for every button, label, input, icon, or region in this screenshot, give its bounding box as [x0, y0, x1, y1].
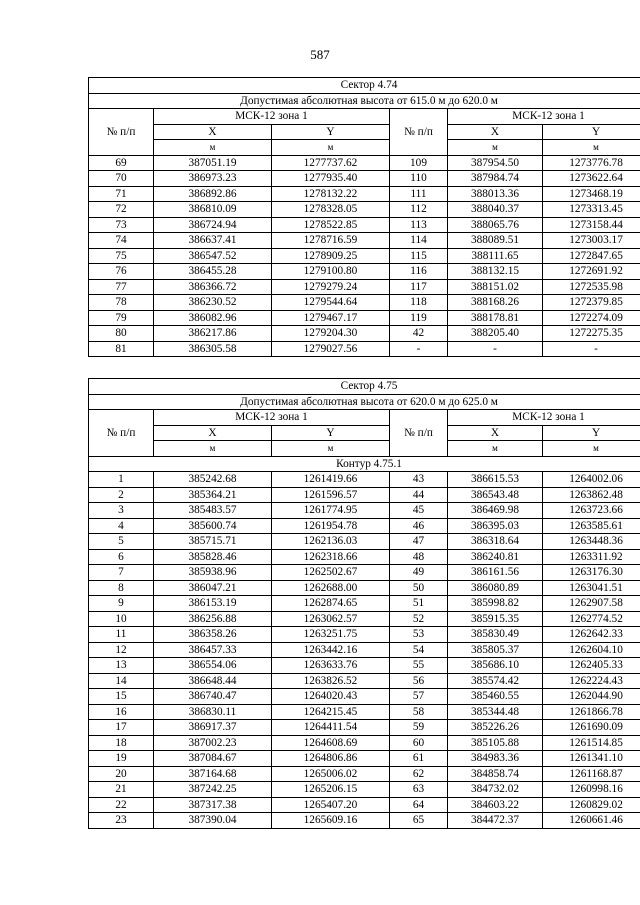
- cell-y-left: 1278909.25: [272, 248, 390, 264]
- cell-y-left: 1264215.45: [272, 704, 390, 720]
- cell-np-right: 60: [390, 735, 448, 751]
- cell-np-right: 49: [390, 565, 448, 581]
- cell-x-left: 386256.88: [154, 611, 272, 627]
- table-row: [89, 310, 640, 326]
- cell-np-left: 20: [89, 766, 154, 782]
- cell-x-left: 386637.41: [154, 233, 272, 249]
- cell-np-right: 56: [390, 673, 448, 689]
- cell-y-right: 1263448.36: [543, 534, 640, 550]
- cell-np-left: 5: [89, 534, 154, 550]
- y-header-right: Y: [543, 425, 640, 441]
- cell-x-right: 385998.82: [448, 596, 543, 612]
- cell-x-right: 386080.89: [448, 580, 543, 596]
- cell-x-right: 388065.76: [448, 217, 543, 233]
- cell-y-left: 1263442.16: [272, 642, 390, 658]
- table-row: [89, 720, 640, 736]
- cell-y-right: 1273622.64: [543, 171, 640, 187]
- cell-x-left: 387002.23: [154, 735, 272, 751]
- cell-np-right: 47: [390, 534, 448, 550]
- cell-np-right: 115: [390, 248, 448, 264]
- cell-x-right: 385686.10: [448, 658, 543, 674]
- cell-y-left: 1278716.59: [272, 233, 390, 249]
- table-row: [89, 295, 640, 311]
- cell-y-right: 1272275.35: [543, 326, 640, 342]
- cell-y-left: 1279544.64: [272, 295, 390, 311]
- cell-x-left: 386973.23: [154, 171, 272, 187]
- cell-x-right: 385805.37: [448, 642, 543, 658]
- cell-x-right: 388178.81: [448, 310, 543, 326]
- coordinate-system-right: МСК-12 зона 1: [448, 410, 640, 426]
- cell-np-left: 75: [89, 248, 154, 264]
- cell-y-right: 1262224.43: [543, 673, 640, 689]
- cell-y-left: 1265407.20: [272, 797, 390, 813]
- cell-x-left: 387317.38: [154, 797, 272, 813]
- table-row: [89, 813, 640, 829]
- cell-np-right: 59: [390, 720, 448, 736]
- cell-x-left: 386217.86: [154, 326, 272, 342]
- cell-x-right: -: [448, 341, 543, 357]
- cell-y-right: 1262044.90: [543, 689, 640, 705]
- x-header-left: X: [154, 425, 272, 441]
- cell-x-right: 385226.26: [448, 720, 543, 736]
- table-row: [89, 735, 640, 751]
- cell-y-left: 1277935.40: [272, 171, 390, 187]
- cell-y-right: 1261866.78: [543, 704, 640, 720]
- unit-y-left: м: [272, 441, 390, 457]
- cell-y-right: 1261341.10: [543, 751, 640, 767]
- cell-np-left: 8: [89, 580, 154, 596]
- cell-y-left: 1279204.30: [272, 326, 390, 342]
- cell-y-left: 1264411.54: [272, 720, 390, 736]
- cell-y-right: 1261690.09: [543, 720, 640, 736]
- cell-np-left: 74: [89, 233, 154, 249]
- cell-y-right: 1272274.09: [543, 310, 640, 326]
- cell-y-left: 1262502.67: [272, 565, 390, 581]
- cell-x-left: 385828.46: [154, 549, 272, 565]
- cell-x-right: 388040.37: [448, 202, 543, 218]
- cell-x-right: 384732.02: [448, 782, 543, 798]
- cell-np-right: 119: [390, 310, 448, 326]
- sector-row: [89, 78, 640, 94]
- table-row: [89, 186, 640, 202]
- cell-x-left: 385483.57: [154, 503, 272, 519]
- cell-x-right: 388205.40: [448, 326, 543, 342]
- cell-y-left: 1265609.16: [272, 813, 390, 829]
- cell-np-right: 58: [390, 704, 448, 720]
- x-header-right: X: [448, 425, 543, 441]
- cell-y-left: 1264608.69: [272, 735, 390, 751]
- cell-y-right: 1262907.58: [543, 596, 640, 612]
- cell-y-right: 1273468.19: [543, 186, 640, 202]
- cell-np-right: 43: [390, 472, 448, 488]
- cell-x-right: 386395.03: [448, 518, 543, 534]
- cell-y-left: 1263826.52: [272, 673, 390, 689]
- cell-np-left: 23: [89, 813, 154, 829]
- cell-x-left: 385938.96: [154, 565, 272, 581]
- cell-x-right: 388151.02: [448, 279, 543, 295]
- table-row: [89, 782, 640, 798]
- cell-np-right: 65: [390, 813, 448, 829]
- table-row: [89, 503, 640, 519]
- cell-np-right: 110: [390, 171, 448, 187]
- cell-y-right: 1263311.92: [543, 549, 640, 565]
- cell-np-left: 4: [89, 518, 154, 534]
- np-header-left: № п/п: [89, 410, 154, 457]
- cell-x-right: 386469.98: [448, 503, 543, 519]
- cell-y-right: 1273776.78: [543, 155, 640, 171]
- cell-y-left: 1279100.80: [272, 264, 390, 280]
- cell-np-left: 1: [89, 472, 154, 488]
- table-row: [89, 171, 640, 187]
- cell-x-left: 387051.19: [154, 155, 272, 171]
- table-row: [89, 248, 640, 264]
- cell-x-right: 386240.81: [448, 549, 543, 565]
- cell-y-right: 1262604.10: [543, 642, 640, 658]
- x-header-left: X: [154, 124, 272, 140]
- x-header-right: X: [448, 124, 543, 140]
- cell-y-right: 1273003.17: [543, 233, 640, 249]
- sector-title: Сектор 4.74: [89, 78, 640, 94]
- table-row: [89, 642, 640, 658]
- axis-header-row: [89, 124, 640, 140]
- table-row: [89, 518, 640, 534]
- cell-x-left: 387390.04: [154, 813, 272, 829]
- coordinate-system-right: МСК-12 зона 1: [448, 109, 640, 125]
- cell-y-left: 1265206.15: [272, 782, 390, 798]
- table-row: [89, 704, 640, 720]
- cell-np-right: 46: [390, 518, 448, 534]
- cell-y-right: 1263585.61: [543, 518, 640, 534]
- cell-np-left: 21: [89, 782, 154, 798]
- cell-np-right: 64: [390, 797, 448, 813]
- cell-np-left: 76: [89, 264, 154, 280]
- cell-np-left: 19: [89, 751, 154, 767]
- cell-x-right: 384858.74: [448, 766, 543, 782]
- table-row: [89, 673, 640, 689]
- cell-np-left: 18: [89, 735, 154, 751]
- cell-x-right: 385574.42: [448, 673, 543, 689]
- unit-y-right: м: [543, 140, 640, 156]
- cell-x-left: 387242.25: [154, 782, 272, 798]
- cell-y-left: 1264806.86: [272, 751, 390, 767]
- page-number: 587: [310, 47, 330, 62]
- cell-np-left: 69: [89, 155, 154, 171]
- cell-x-left: 386724.94: [154, 217, 272, 233]
- cell-x-left: 386153.19: [154, 596, 272, 612]
- height-limit-text: Допустимая абсолютная высота от 620.0 м до 625.0 м: [89, 394, 640, 410]
- cell-y-left: 1261419.66: [272, 472, 390, 488]
- cell-x-left: 386810.09: [154, 202, 272, 218]
- cell-y-right: 1272847.65: [543, 248, 640, 264]
- cell-y-left: 1261954.78: [272, 518, 390, 534]
- np-header-right: № п/п: [390, 410, 448, 457]
- cell-np-left: 79: [89, 310, 154, 326]
- cell-y-right: 1260661.46: [543, 813, 640, 829]
- cell-np-right: 112: [390, 202, 448, 218]
- coordinates-table-sector-4-75: [88, 378, 640, 829]
- contour-row: [89, 456, 640, 472]
- cell-np-left: 80: [89, 326, 154, 342]
- cell-np-left: 2: [89, 487, 154, 503]
- np-header-left: № п/п: [89, 109, 154, 156]
- cell-np-right: 48: [390, 549, 448, 565]
- cell-x-left: 386047.21: [154, 580, 272, 596]
- cell-np-right: 116: [390, 264, 448, 280]
- cell-x-right: 385105.88: [448, 735, 543, 751]
- cell-np-left: 12: [89, 642, 154, 658]
- cell-np-right: 113: [390, 217, 448, 233]
- system-header-row: [89, 109, 640, 125]
- table-row: [89, 611, 640, 627]
- table-row: [89, 341, 640, 357]
- cell-np-right: 109: [390, 155, 448, 171]
- table-row: [89, 627, 640, 643]
- cell-y-left: 1262136.03: [272, 534, 390, 550]
- cell-x-left: 386230.52: [154, 295, 272, 311]
- cell-np-right: 63: [390, 782, 448, 798]
- cell-y-right: 1262774.52: [543, 611, 640, 627]
- cell-x-left: 386457.33: [154, 642, 272, 658]
- cell-x-left: 386082.96: [154, 310, 272, 326]
- cell-y-left: 1279027.56: [272, 341, 390, 357]
- cell-y-left: 1263633.76: [272, 658, 390, 674]
- cell-y-right: 1263041.51: [543, 580, 640, 596]
- table-row: [89, 766, 640, 782]
- system-header-row: [89, 410, 640, 426]
- cell-np-right: 53: [390, 627, 448, 643]
- cell-np-left: 14: [89, 673, 154, 689]
- unit-y-left: м: [272, 140, 390, 156]
- cell-np-left: 17: [89, 720, 154, 736]
- cell-np-right: 117: [390, 279, 448, 295]
- cell-np-right: -: [390, 341, 448, 357]
- cell-y-left: 1278328.05: [272, 202, 390, 218]
- cell-np-right: 114: [390, 233, 448, 249]
- table-row: [89, 202, 640, 218]
- height-row: [89, 93, 640, 109]
- cell-x-right: 385344.48: [448, 704, 543, 720]
- sector-row: [89, 379, 640, 395]
- cell-y-right: 1260829.02: [543, 797, 640, 813]
- cell-np-left: 10: [89, 611, 154, 627]
- cell-x-right: 386615.53: [448, 472, 543, 488]
- cell-y-right: 1261168.87: [543, 766, 640, 782]
- cell-x-left: 386455.28: [154, 264, 272, 280]
- cell-x-right: 386318.64: [448, 534, 543, 550]
- cell-y-left: 1262318.66: [272, 549, 390, 565]
- cell-np-left: 78: [89, 295, 154, 311]
- cell-np-right: 52: [390, 611, 448, 627]
- cell-x-left: 385364.21: [154, 487, 272, 503]
- cell-np-left: 22: [89, 797, 154, 813]
- table-row: [89, 217, 640, 233]
- cell-x-right: 387954.50: [448, 155, 543, 171]
- cell-np-right: 57: [390, 689, 448, 705]
- cell-np-left: 15: [89, 689, 154, 705]
- cell-x-right: 384472.37: [448, 813, 543, 829]
- coordinate-system-left: МСК-12 зона 1: [154, 109, 390, 125]
- cell-y-right: 1272691.92: [543, 264, 640, 280]
- cell-np-left: 71: [89, 186, 154, 202]
- cell-np-right: 55: [390, 658, 448, 674]
- cell-x-right: 387984.74: [448, 171, 543, 187]
- cell-x-left: 387164.68: [154, 766, 272, 782]
- cell-x-right: 384603.22: [448, 797, 543, 813]
- cell-x-left: 386740.47: [154, 689, 272, 705]
- cell-y-left: 1263062.57: [272, 611, 390, 627]
- cell-np-left: 3: [89, 503, 154, 519]
- table-row: [89, 580, 640, 596]
- unit-row: [89, 441, 640, 457]
- cell-np-left: 9: [89, 596, 154, 612]
- cell-np-left: 16: [89, 704, 154, 720]
- cell-x-right: 386543.48: [448, 487, 543, 503]
- cell-y-left: 1279279.24: [272, 279, 390, 295]
- cell-x-left: 385600.74: [154, 518, 272, 534]
- cell-y-left: 1262688.00: [272, 580, 390, 596]
- unit-row: [89, 140, 640, 156]
- cell-np-left: 77: [89, 279, 154, 295]
- table-row: [89, 565, 640, 581]
- cell-y-right: 1272535.98: [543, 279, 640, 295]
- axis-header-row: [89, 425, 640, 441]
- cell-y-right: 1260998.16: [543, 782, 640, 798]
- table-row: [89, 596, 640, 612]
- cell-y-left: 1263251.75: [272, 627, 390, 643]
- cell-y-right: 1262405.33: [543, 658, 640, 674]
- cell-x-left: 386305.58: [154, 341, 272, 357]
- cell-np-left: 81: [89, 341, 154, 357]
- cell-x-right: 388132.15: [448, 264, 543, 280]
- cell-np-right: 45: [390, 503, 448, 519]
- cell-y-right: 1262642.33: [543, 627, 640, 643]
- cell-x-right: 388168.26: [448, 295, 543, 311]
- cell-x-right: 386161.56: [448, 565, 543, 581]
- cell-np-left: 72: [89, 202, 154, 218]
- cell-x-right: 385460.55: [448, 689, 543, 705]
- cell-np-right: 111: [390, 186, 448, 202]
- cell-x-left: 386554.06: [154, 658, 272, 674]
- cell-y-left: 1265006.02: [272, 766, 390, 782]
- cell-y-left: 1278132.22: [272, 186, 390, 202]
- cell-y-right: 1261514.85: [543, 735, 640, 751]
- cell-x-left: 386830.11: [154, 704, 272, 720]
- cell-y-left: 1279467.17: [272, 310, 390, 326]
- cell-np-right: 62: [390, 766, 448, 782]
- sector-title: Сектор 4.75: [89, 379, 640, 395]
- coordinate-system-left: МСК-12 зона 1: [154, 410, 390, 426]
- table-row: [89, 751, 640, 767]
- table-row: [89, 689, 640, 705]
- height-limit-text: Допустимая абсолютная высота от 615.0 м до 620.0 м: [89, 93, 640, 109]
- table-row: [89, 534, 640, 550]
- table-row: [89, 549, 640, 565]
- height-row: [89, 394, 640, 410]
- cell-np-left: 11: [89, 627, 154, 643]
- table-row: [89, 658, 640, 674]
- coordinates-table-sector-4-74: [88, 77, 640, 357]
- y-header-right: Y: [543, 124, 640, 140]
- cell-x-left: 386358.26: [154, 627, 272, 643]
- cell-x-left: 386892.86: [154, 186, 272, 202]
- table-body: [89, 78, 640, 357]
- cell-y-right: 1273158.44: [543, 217, 640, 233]
- cell-np-right: 118: [390, 295, 448, 311]
- cell-np-left: 73: [89, 217, 154, 233]
- cell-x-right: 384983.36: [448, 751, 543, 767]
- cell-np-left: 13: [89, 658, 154, 674]
- table-body: [89, 379, 640, 829]
- cell-np-right: 54: [390, 642, 448, 658]
- cell-x-left: 386648.44: [154, 673, 272, 689]
- cell-x-left: 385242.68: [154, 472, 272, 488]
- table-row: [89, 487, 640, 503]
- cell-y-right: 1273313.45: [543, 202, 640, 218]
- y-header-left: Y: [272, 124, 390, 140]
- cell-y-right: 1263862.48: [543, 487, 640, 503]
- cell-y-left: 1262874.65: [272, 596, 390, 612]
- table-row: [89, 279, 640, 295]
- cell-x-left: 386547.52: [154, 248, 272, 264]
- cell-x-left: 387084.67: [154, 751, 272, 767]
- cell-y-left: 1278522.85: [272, 217, 390, 233]
- cell-x-left: 385715.71: [154, 534, 272, 550]
- table-row: [89, 155, 640, 171]
- cell-np-right: 61: [390, 751, 448, 767]
- cell-np-left: 7: [89, 565, 154, 581]
- y-header-left: Y: [272, 425, 390, 441]
- np-header-right: № п/п: [390, 109, 448, 156]
- table-row: [89, 472, 640, 488]
- cell-np-right: 51: [390, 596, 448, 612]
- unit-x-right: м: [448, 140, 543, 156]
- cell-y-right: 1272379.85: [543, 295, 640, 311]
- cell-x-left: 386917.37: [154, 720, 272, 736]
- cell-y-left: 1261774.95: [272, 503, 390, 519]
- table-row: [89, 233, 640, 249]
- cell-x-left: 386366.72: [154, 279, 272, 295]
- cell-x-right: 388089.51: [448, 233, 543, 249]
- cell-np-left: 6: [89, 549, 154, 565]
- unit-x-left: м: [154, 441, 272, 457]
- table-row: [89, 797, 640, 813]
- cell-np-left: 70: [89, 171, 154, 187]
- cell-x-right: 388013.36: [448, 186, 543, 202]
- cell-y-right: -: [543, 341, 640, 357]
- cell-y-left: 1261596.57: [272, 487, 390, 503]
- table-row: [89, 326, 640, 342]
- cell-y-right: 1263176.30: [543, 565, 640, 581]
- contour-title: Контур 4.75.1: [89, 456, 640, 472]
- cell-x-right: 385830.49: [448, 627, 543, 643]
- unit-x-right: м: [448, 441, 543, 457]
- cell-np-right: 50: [390, 580, 448, 596]
- cell-x-right: 385915.35: [448, 611, 543, 627]
- cell-np-right: 44: [390, 487, 448, 503]
- cell-x-right: 388111.65: [448, 248, 543, 264]
- unit-x-left: м: [154, 140, 272, 156]
- cell-y-left: 1277737.62: [272, 155, 390, 171]
- cell-y-right: 1264002.06: [543, 472, 640, 488]
- unit-y-right: м: [543, 441, 640, 457]
- cell-y-right: 1263723.66: [543, 503, 640, 519]
- table-row: [89, 264, 640, 280]
- cell-np-right: 42: [390, 326, 448, 342]
- cell-y-left: 1264020.43: [272, 689, 390, 705]
